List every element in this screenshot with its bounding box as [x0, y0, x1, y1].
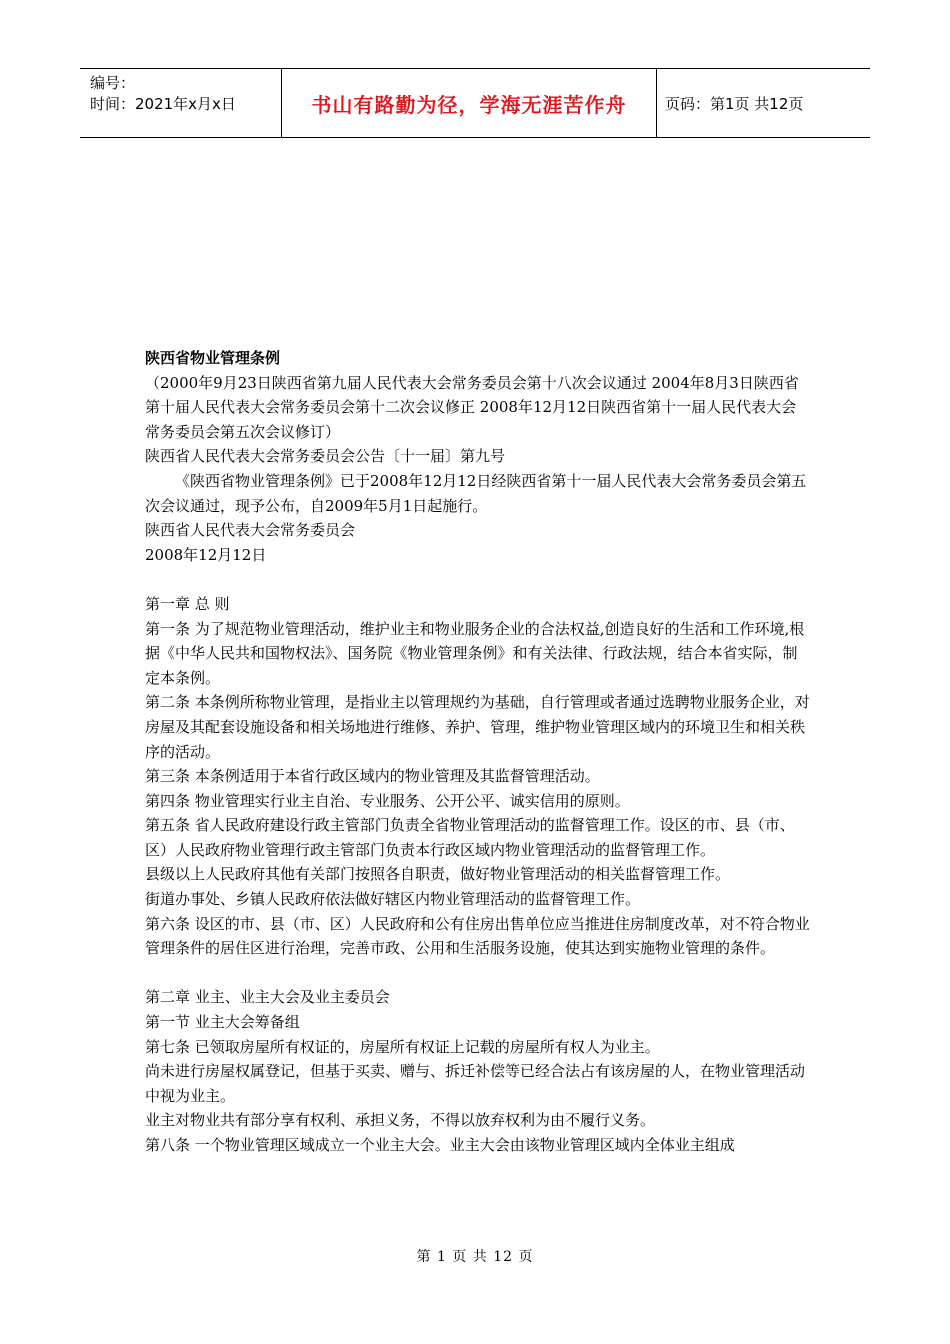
- document-body: [145, 346, 811, 1158]
- blank-line: [145, 567, 811, 592]
- paragraph: 第七条 已领取房屋所有权证的，房屋所有权证上记载的房屋所有权人为业主。: [145, 1037, 660, 1056]
- paragraph: 第五条 省人民政府建设行政主管部门负责全省物业管理活动的监督管理工作。设区的市、县（市、区）人民政府物业管理行政主管部门负责本行政区域内物业管理活动的监督管理工作。: [145, 816, 795, 859]
- blank-line: [145, 961, 811, 986]
- paragraph: 陕西省人民代表大会常务委员会: [145, 521, 356, 540]
- document-title: 陕西省物业管理条例: [145, 349, 281, 367]
- paragraph: 第三条 本条例适用于本省行政区域内的物业管理及其监督管理活动。: [145, 767, 600, 786]
- paragraph: 街道办事处、乡镇人民政府依法做好辖区内物业管理活动的监督管理工作。: [145, 890, 641, 909]
- number-label: 编号：: [90, 74, 136, 92]
- chapter-heading: 第二章 业主、业主大会及业主委员会: [145, 988, 390, 1007]
- paragraph: 第一条 为了规范物业管理活动，维护业主和物业服务企业的合法权益,创造良好的生活和工作环境,根据《中华人民共和国物权法》、国务院《物业管理条例》和有关法律、行政法规，结合本省实际，制定本条例。: [145, 619, 805, 687]
- paragraph: 业主对物业共有部分享有权利、承担义务，不得以放弃权利为由不履行义务。: [145, 1111, 656, 1130]
- page-header: [80, 68, 870, 138]
- paragraph: 第八条 一个物业管理区域成立一个业主大会。业主大会由该物业管理区域内全体业主组成: [145, 1136, 735, 1154]
- chapter-heading: 第一章 总 则: [145, 594, 230, 613]
- page-footer: 第 1 页 共 12 页: [416, 1249, 534, 1265]
- paragraph: 县级以上人民政府其他有关部门按照各自职责，做好物业管理活动的相关监督管理工作。: [145, 865, 731, 884]
- section-heading: 第一节 业主大会筹备组: [145, 1013, 300, 1032]
- header-meta: [80, 69, 282, 137]
- paragraph: 陕西省人民代表大会常务委员会公告〔十一届〕第九号: [145, 447, 506, 466]
- paragraph: 2008年12月12日: [145, 545, 267, 564]
- header-page-info: 页码：第1页 共12页: [665, 94, 804, 113]
- paragraph: 第六条 设区的市、县（市、区）人民政府和公有住房出售单位应当推进住房制度改革，对不符合物业管理条件的居住区进行治理，完善市政、公用和生活服务设施，使其达到实施物业管理的条件。: [145, 914, 810, 958]
- header-motto: 书山有路勤为径，学海无涯苦作舟: [282, 69, 657, 137]
- paragraph: 第四条 物业管理实行业主自治、专业服务、公开公平、诚实信用的原则。: [145, 791, 630, 810]
- paragraph: 第二条 本条例所称物业管理，是指业主以管理规约为基础，自行管理或者通过选聘物业服务企业，对房屋及其配套设施设备和相关场地进行维修、养护、管理，维护物业管理区域内的环境卫生和相关秩序的活动。: [145, 693, 810, 761]
- paragraph: （2000年9月23日陕西省第九届人民代表大会常务委员会第十八次会议通过 2004年8月3日陕西省第十届人民代表大会常务委员会第十二次会议修正 2008年12月12日陕西省第十一届人民代表大会常务委员会第五次会议修订）: [145, 373, 799, 441]
- paragraph: 《陕西省物业管理条例》已于2008年12月12日经陕西省第十一届人民代表大会常务委员会第五次会议通过，现予公布，自2009年5月1日起施行。: [145, 471, 807, 515]
- time-label: 时间：2021年x月x日: [90, 95, 236, 113]
- paragraph: 尚未进行房屋权属登记，但基于买卖、赠与、拆迁补偿等已经合法占有该房屋的人，在物业管理活动中视为业主。: [145, 1062, 806, 1105]
